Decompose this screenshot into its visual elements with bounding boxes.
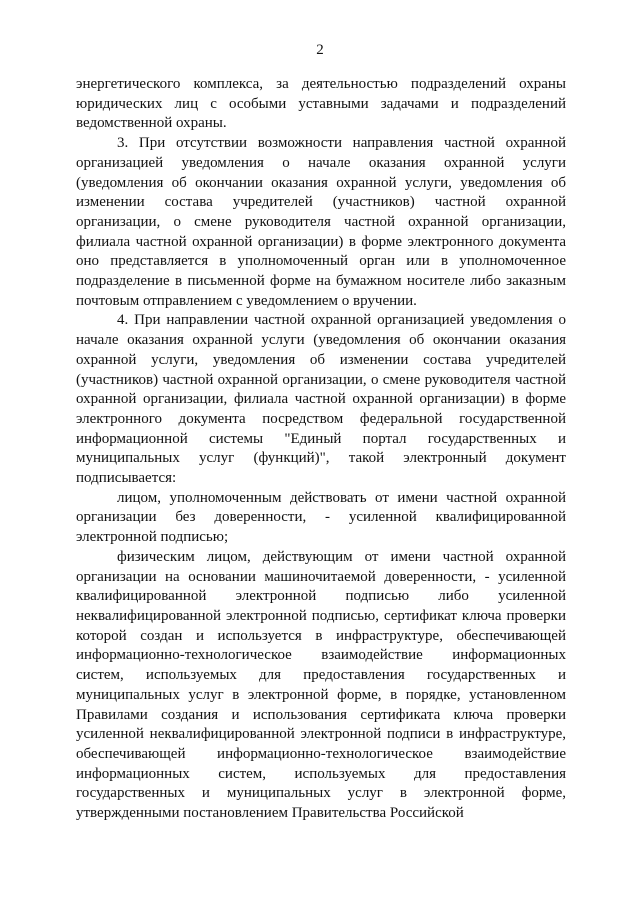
paragraph-signer-without-power-of-attorney: лицом, уполномоченным действовать от имени частной охранной организации без доверенности, - усиленной квалифицированной электронной подписью; xyxy=(76,489,566,546)
page-number: 2 xyxy=(316,42,324,58)
document-body xyxy=(76,75,566,824)
paragraph-item-3: 3. При отсутствии возможности направления частной охранной организацией уведомления о начале оказания охранной услуги (уведомления об окончании оказания охранной услуги, уведомления об изменении состава учредителей (участников) частной охранной организации, о смене руководителя частной охранной организации, филиала частной охранной организации) в форме электронного документа оно представляется в уполномоченный орган или в уполномоченное подразделение в письменной форме на бумажном носителе либо заказным почтовым отправлением с уведомлением о вручении. xyxy=(76,135,566,309)
paragraph-item-4: 4. При направлении частной охранной организацией уведомления о начале оказания охранной услуги (уведомления об окончании оказания охранной услуги, уведомления об изменении состава учредителей (участников) частной охранной организации, о смене руководителя частной охранной организации, филиала частной охранной организации) в форме электронного документа посредством федеральной государственной информационной системы "Единый портал государственных и муниципальных услуг (функций)", такой электронный документ подписывается: xyxy=(76,312,566,487)
paragraph-continuation: энергетического комплекса, за деятельностью подразделений охраны юридических лиц с особыми уставными задачами и подразделений ведомственной охраны. xyxy=(76,76,566,132)
paragraph-signer-with-power-of-attorney: физическим лицом, действующим от имени частной охранной организации на основании машиночитаемой доверенности, - усиленной квалифицированной электронной подписью либо усиленной неквалифицированной электронной подписью, сертификат ключа проверки которой создан и используется в инфраструктуре, обеспечивающей информационно-технологическое взаимодействие информационных систем, используемых для предоставления государственных и муниципальных услуг в электронной форме, в порядке, установленном Правилами создания и использования сертификата ключа проверки усиленной неквалифицированной электронной подписи в инфраструктуре, обеспечивающей информационно-технологическое взаимодействие информационных систем, используемых для предоставления государственных и муниципальных услуг в электронной форме, утвержденными постановлением Правительства Российской xyxy=(76,548,566,822)
